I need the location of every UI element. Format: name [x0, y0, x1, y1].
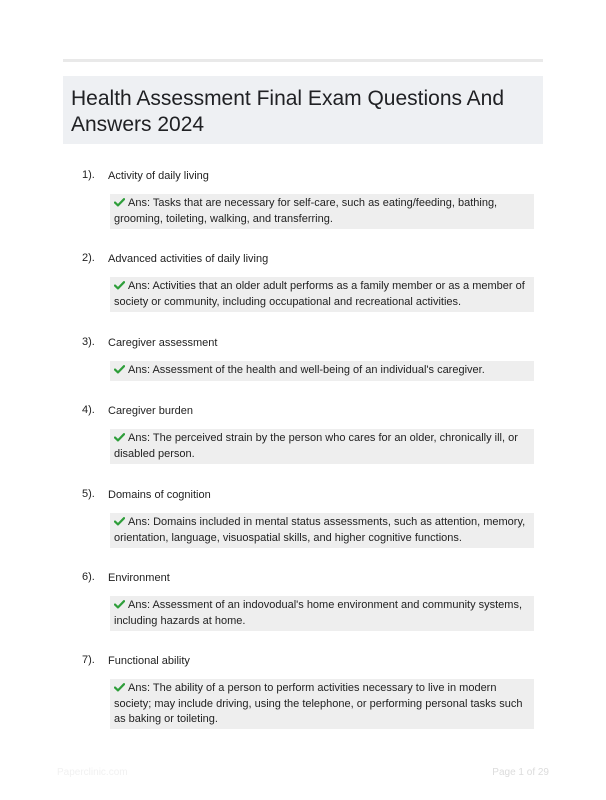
question-number: 4). [82, 404, 95, 416]
check-icon [114, 364, 125, 379]
check-icon [114, 432, 125, 447]
question-text: Advanced activities of daily living [108, 253, 269, 265]
footer-watermark: Paperclinic.com [57, 767, 128, 778]
qa-item-2 [63, 251, 543, 312]
answer-box [110, 194, 534, 229]
answer-box [110, 429, 534, 464]
answer-box [110, 513, 534, 548]
answer-text: Ans: The perceived strain by the person who cares for an older, chronically ill, or disabled person. [114, 432, 518, 460]
question-number: 3). [82, 336, 95, 348]
question-number: 2). [82, 252, 95, 264]
answer-box [110, 361, 534, 381]
answer-text: Ans: Domains included in mental status assessments, such as attention, memory, orientation, language, visuospatial skills, and higher cognitive functions. [114, 516, 526, 544]
page-title: Health Assessment Final Exam Questions And Answers 2024 [71, 87, 505, 136]
question-text: Activity of daily living [108, 170, 209, 182]
question-number: 1). [82, 169, 95, 181]
answer-box [110, 679, 534, 729]
qa-item-4 [63, 403, 543, 464]
question-text: Functional ability [108, 655, 190, 667]
answer-text: Ans: Tasks that are necessary for self-care, such as eating/feeding, bathing, grooming, toileting, walking, and transferring. [114, 197, 498, 225]
qa-item-1 [63, 168, 543, 229]
check-icon [114, 197, 125, 212]
qa-item-7 [63, 653, 543, 729]
title-banner [63, 76, 543, 144]
answer-box [110, 277, 534, 312]
page-indicator: Page 1 of 29 [492, 767, 549, 778]
answer-box [110, 596, 534, 631]
question-number: 7). [82, 654, 95, 666]
question-text: Environment [108, 572, 170, 584]
qa-item-3 [63, 335, 543, 381]
answer-text: Ans: The ability of a person to perform activities necessary to live in modern society; may include driving, using the telephone, or performing personal tasks such as baking or toileting. [114, 682, 523, 725]
check-icon [114, 280, 125, 295]
check-icon [114, 516, 125, 531]
question-text: Caregiver burden [108, 405, 193, 417]
top-divider [63, 59, 543, 62]
question-number: 6). [82, 571, 95, 583]
answer-text: Ans: Assessment of an indovodual's home environment and community systems, including hazards at home. [114, 599, 523, 627]
qa-item-6 [63, 570, 543, 631]
question-text: Domains of cognition [108, 489, 211, 501]
check-icon [114, 599, 125, 614]
answer-text: Ans: Activities that an older adult performs as a family member or as a member of society or community, including occupational and recreational activities. [114, 280, 525, 308]
question-number: 5). [82, 488, 95, 500]
qa-item-5 [63, 487, 543, 548]
question-text: Caregiver assessment [108, 337, 218, 349]
check-icon [114, 682, 125, 697]
answer-text: Ans: Assessment of the health and well-being of an individual's caregiver. [128, 364, 485, 376]
